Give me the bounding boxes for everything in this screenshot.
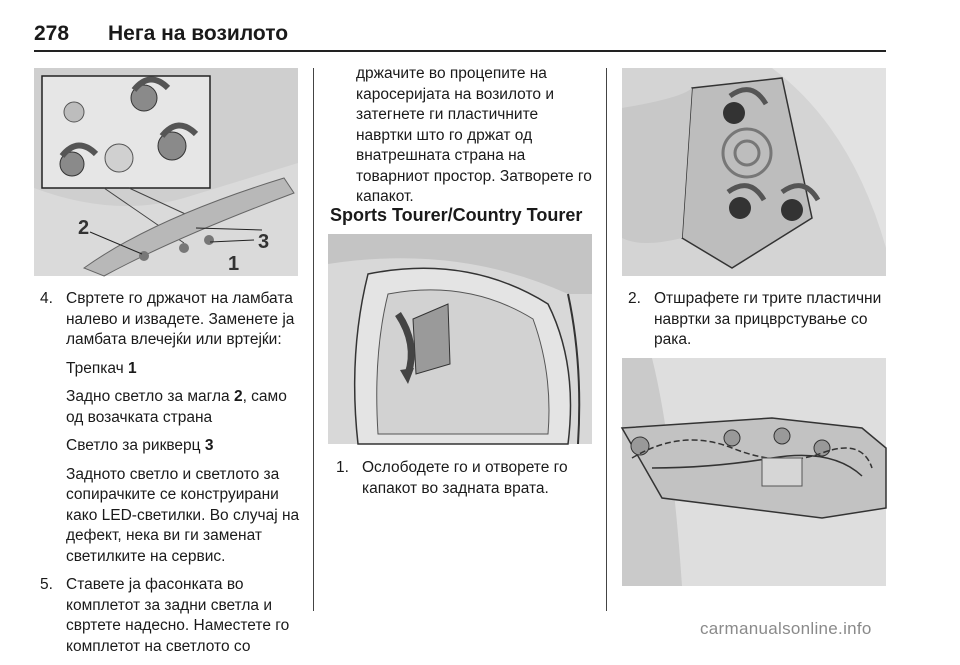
lamp-indicator: Трепкач 1 xyxy=(66,359,137,377)
step-4 xyxy=(40,289,302,351)
watermark: carmanualsonline.info xyxy=(700,619,872,638)
tailgate-illustration xyxy=(328,234,592,444)
step-5-continued: држачите во процепите на каросеријата на возилото и затегнете ги пластичните навртки што го држат од внатрешната страна на товарниот простор. Затворете го капакот. xyxy=(356,65,592,205)
chapter-title: Нега на возилото xyxy=(108,22,289,45)
lamp-assembly-illustration xyxy=(622,358,886,586)
plastic-nuts-illustration xyxy=(622,68,886,276)
step-4-text: Свртете го држачот на ламбата налево и извадете. Заменете ја ламбата влечејќи или вртејќи: xyxy=(66,290,295,348)
page-header xyxy=(34,22,886,52)
step-5 xyxy=(40,575,302,657)
step-4-number: 4. xyxy=(40,290,53,307)
callout-1: 1 xyxy=(228,253,240,275)
section-title-sports-tourer: Sports Tourer/Country Tourer xyxy=(330,205,583,225)
column-3-steps xyxy=(628,289,890,359)
step-1 xyxy=(336,458,598,499)
lamp-rear-fog: Задно светло за магла 2, само од возачката страна xyxy=(66,388,287,426)
callout-2: 2 xyxy=(78,217,90,239)
step-5-text: Ставете ја фасонката во комплетот за задни светла и свртете надесно. Наместете го комплетот на светлото со xyxy=(66,576,290,655)
header-rule xyxy=(34,50,886,52)
column-2-steps xyxy=(336,458,598,507)
callout-3: 3 xyxy=(258,231,270,253)
column-2-continued xyxy=(356,64,594,216)
step-1-number: 1. xyxy=(336,459,349,476)
figure-lamp-assembly xyxy=(622,358,886,586)
step-2-number: 2. xyxy=(628,290,641,307)
step-2-text: Отшрафете ги трите пластични навртки за прицврстување со рака. xyxy=(654,290,882,348)
led-note: Задното светло и светлото за сопирачките се конструирани како LED-светилки. Во случај на дефект, нека ви ги заменат светилките на сервис. xyxy=(66,465,300,565)
column-divider-2 xyxy=(606,68,607,611)
page-number: 278 xyxy=(34,22,70,45)
figure-tailgate-cover xyxy=(328,234,592,444)
lamp-reversing: Светло за рикверц 3 xyxy=(66,437,214,454)
column-1-text xyxy=(40,289,302,665)
tail-lamp-illustration xyxy=(34,68,298,276)
step-1-text: Ослободете го и отворете го капакот во задната врата. xyxy=(362,459,568,497)
step-2 xyxy=(628,289,890,351)
step-5-number: 5. xyxy=(40,576,53,593)
figure-tail-lamp-bulbs xyxy=(34,68,298,276)
figure-plastic-nuts xyxy=(622,68,886,276)
column-divider-1 xyxy=(313,68,314,611)
